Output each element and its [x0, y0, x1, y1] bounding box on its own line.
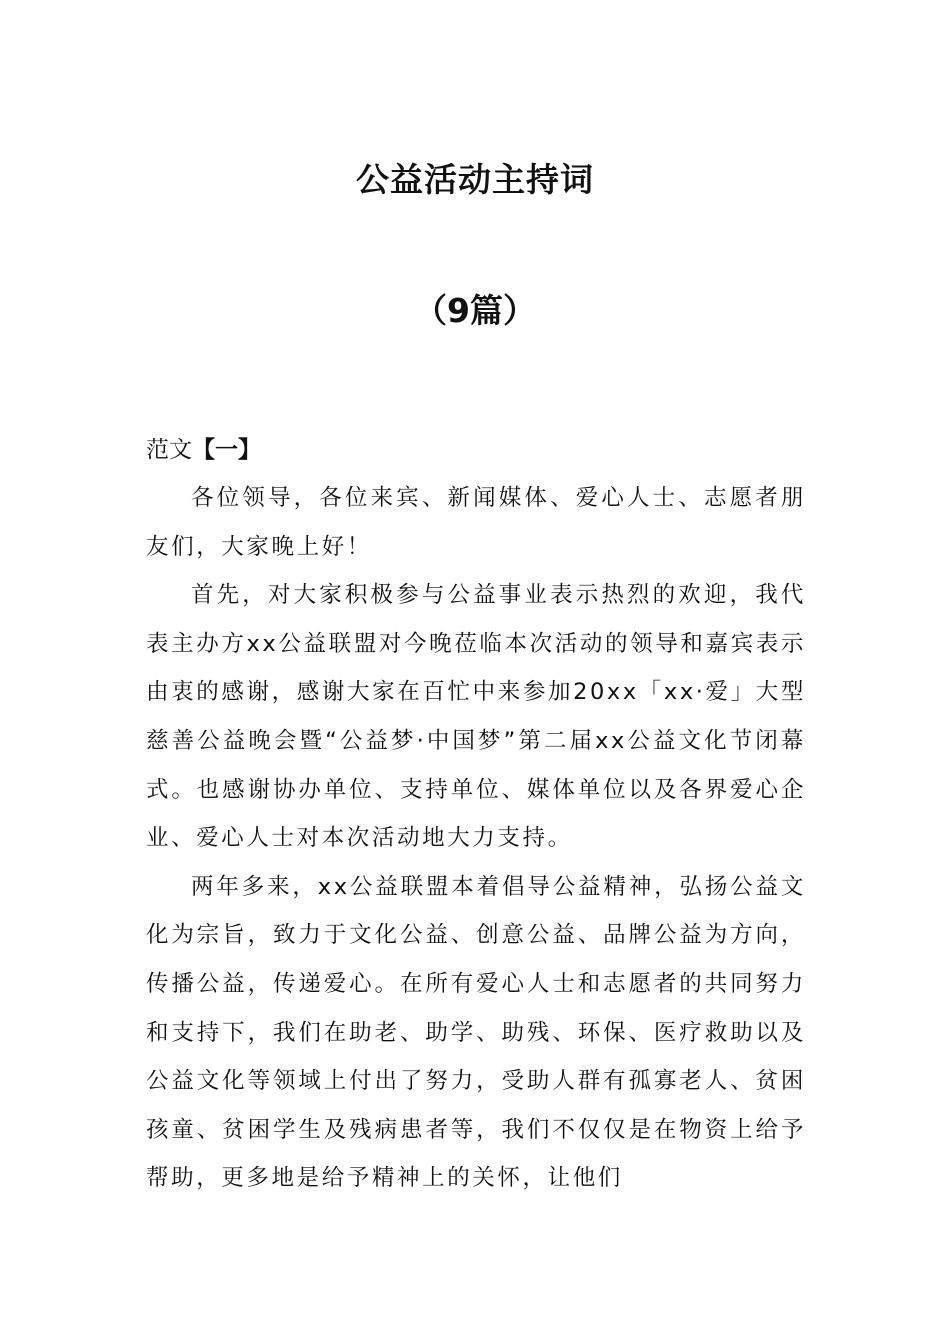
paragraph: 各位领导，各位来宾、新闻媒体、爱心人士、志愿者朋友们，大家晚上好！ [146, 485, 806, 560]
section-label-prefix: 范文 [146, 437, 192, 463]
document-title: 公益活动主持词 [356, 160, 594, 199]
paragraph: 两年多来，xx公益联盟本着倡导公益精神，弘扬公益文化为宗旨，致力于文化公益、创意公益、品牌公益为方向，传播公益，传递爱心。在所有爱心人士和志愿者的共同努力和支持下，我们在助老、助学、助残、环保、医疗救助以及公益文化等领域上付出了努力，受助人群有孤寡老人、贫困孩童、贫困学生及残病患者等，我们不仅仅是在物资上给予帮助，更多地是给予精神上的关怀，让他们 [146, 873, 806, 1192]
paragraph: 首先，对大家积极参与公益事业表示热烈的欢迎，我代表主办方xx公益联盟对今晚莅临本次活动的领导和嘉宾表示由衷的感谢，感谢大家在百忙中来参加20xx「xx·爱」大型慈善公益晚会暨“公益梦·中国梦”第二届xx公益文化节闭幕式。也感谢协办单位、支持单位、媒体单位以及各界爱心企业、爱心人士对本次活动地大力支持。 [146, 582, 806, 852]
section-label-number: 【一】 [192, 437, 261, 463]
section-label [146, 426, 806, 474]
document-body [146, 426, 806, 1203]
document-subtitle: （9篇） [414, 291, 536, 330]
